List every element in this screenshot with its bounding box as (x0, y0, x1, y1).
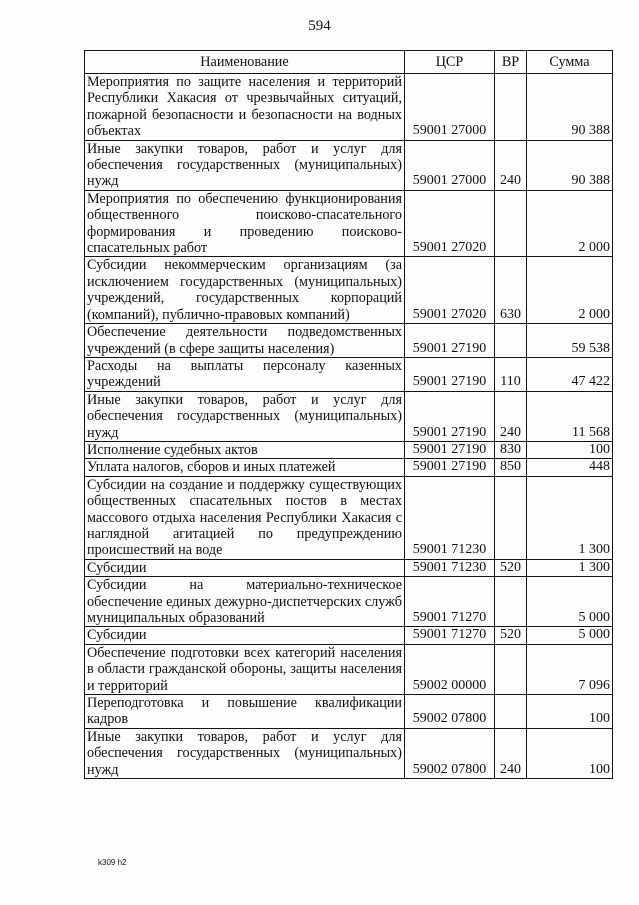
header-vr: ВР (495, 51, 527, 74)
table-row (85, 441, 613, 458)
table-row (85, 140, 613, 190)
row-vr: 850 (495, 459, 527, 476)
row-csr: 59001 27190 (405, 459, 495, 476)
row-csr: 59001 71230 (405, 559, 495, 576)
row-vr: 830 (495, 441, 527, 458)
row-vr: 630 (495, 257, 527, 324)
table-row (85, 257, 613, 324)
row-sum: 448 (527, 459, 613, 476)
row-sum: 1 300 (527, 559, 613, 576)
row-vr: 520 (495, 559, 527, 576)
row-name: Субсидии (85, 559, 405, 576)
budget-table (84, 50, 613, 779)
header-csr: ЦСР (405, 51, 495, 74)
row-vr (495, 476, 527, 559)
row-sum: 5 000 (527, 627, 613, 644)
table-row (85, 728, 613, 778)
table-row (85, 74, 613, 141)
row-vr (495, 577, 527, 627)
row-csr: 59001 27020 (405, 190, 495, 257)
row-sum: 5 000 (527, 577, 613, 627)
row-csr: 59001 27190 (405, 391, 495, 441)
row-sum: 100 (527, 441, 613, 458)
row-csr: 59001 27190 (405, 324, 495, 358)
row-csr: 59001 71270 (405, 577, 495, 627)
row-csr: 59002 07800 (405, 728, 495, 778)
row-sum: 47 422 (527, 357, 613, 391)
row-name: Субсидии на материально-техническое обеспечение единых дежурно-диспетчерских служб муниципальных образований (85, 577, 405, 627)
row-csr: 59001 27000 (405, 74, 495, 141)
row-name: Мероприятия по обеспечению функционирования общественного поисково-спасательного формирования и проведению поисково-спасательных работ (85, 190, 405, 257)
row-vr (495, 644, 527, 694)
row-sum: 2 000 (527, 190, 613, 257)
table-row (85, 476, 613, 559)
table-row (85, 559, 613, 576)
row-csr: 59001 71230 (405, 476, 495, 559)
footer-code: k309 h2 (98, 858, 127, 867)
row-name: Расходы на выплаты персоналу казенных учреждений (85, 357, 405, 391)
table-row (85, 391, 613, 441)
row-csr: 59002 07800 (405, 695, 495, 729)
table-row (85, 357, 613, 391)
row-csr: 59001 27190 (405, 357, 495, 391)
row-name: Уплата налогов, сборов и иных платежей (85, 459, 405, 476)
table-row (85, 577, 613, 627)
row-vr (495, 324, 527, 358)
row-vr: 520 (495, 627, 527, 644)
row-csr: 59001 71270 (405, 627, 495, 644)
table-row (85, 190, 613, 257)
row-vr: 240 (495, 140, 527, 190)
row-sum: 100 (527, 728, 613, 778)
row-name: Иные закупки товаров, работ и услуг для обеспечения государственных (муниципальных) нужд (85, 140, 405, 190)
table-row (85, 459, 613, 476)
table-body (85, 74, 613, 779)
row-sum: 1 300 (527, 476, 613, 559)
row-csr: 59001 27020 (405, 257, 495, 324)
row-sum: 90 388 (527, 140, 613, 190)
row-sum: 100 (527, 695, 613, 729)
row-vr: 240 (495, 391, 527, 441)
table-row (85, 644, 613, 694)
row-name: Иные закупки товаров, работ и услуг для обеспечения государственных (муниципальных) нужд (85, 728, 405, 778)
row-vr: 110 (495, 357, 527, 391)
table-row (85, 627, 613, 644)
row-name: Субсидии на создание и поддержку существующих общественных спасательных постов в местах массового отдыха населения Республики Хакасия с наглядной агитацией по предупреждению происшествий на воде (85, 476, 405, 559)
header-sum: Сумма (527, 51, 613, 74)
header-name: Наименование (85, 51, 405, 74)
table-header-row (85, 51, 613, 74)
table-row (85, 324, 613, 358)
row-vr (495, 695, 527, 729)
row-name: Обеспечение подготовки всех категорий населения в области гражданской обороны, защиты населения и территорий (85, 644, 405, 694)
row-vr (495, 74, 527, 141)
row-sum: 2 000 (527, 257, 613, 324)
row-sum: 59 538 (527, 324, 613, 358)
row-csr: 59001 27000 (405, 140, 495, 190)
row-csr: 59001 27190 (405, 441, 495, 458)
row-name: Иные закупки товаров, работ и услуг для обеспечения государственных (муниципальных) нужд (85, 391, 405, 441)
row-name: Исполнение судебных актов (85, 441, 405, 458)
row-csr: 59002 00000 (405, 644, 495, 694)
row-sum: 11 568 (527, 391, 613, 441)
row-vr: 240 (495, 728, 527, 778)
row-sum: 90 388 (527, 74, 613, 141)
row-name: Переподготовка и повышение квалификации кадров (85, 695, 405, 729)
row-name: Субсидии некоммерческим организациям (за исключением государственных (муниципальных) учреждений, государственных корпораций (компаний), публично-правовых компаний) (85, 257, 405, 324)
row-name: Субсидии (85, 627, 405, 644)
row-name: Мероприятия по защите населения и территорий Республики Хакасия от чрезвычайных ситуаций, пожарной безопасности и безопасности на водных объектах (85, 74, 405, 141)
table-row (85, 695, 613, 729)
row-name: Обеспечение деятельности подведомственных учреждений (в сфере защиты населения) (85, 324, 405, 358)
row-vr (495, 190, 527, 257)
row-sum: 7 096 (527, 644, 613, 694)
page-number: 594 (308, 18, 331, 34)
